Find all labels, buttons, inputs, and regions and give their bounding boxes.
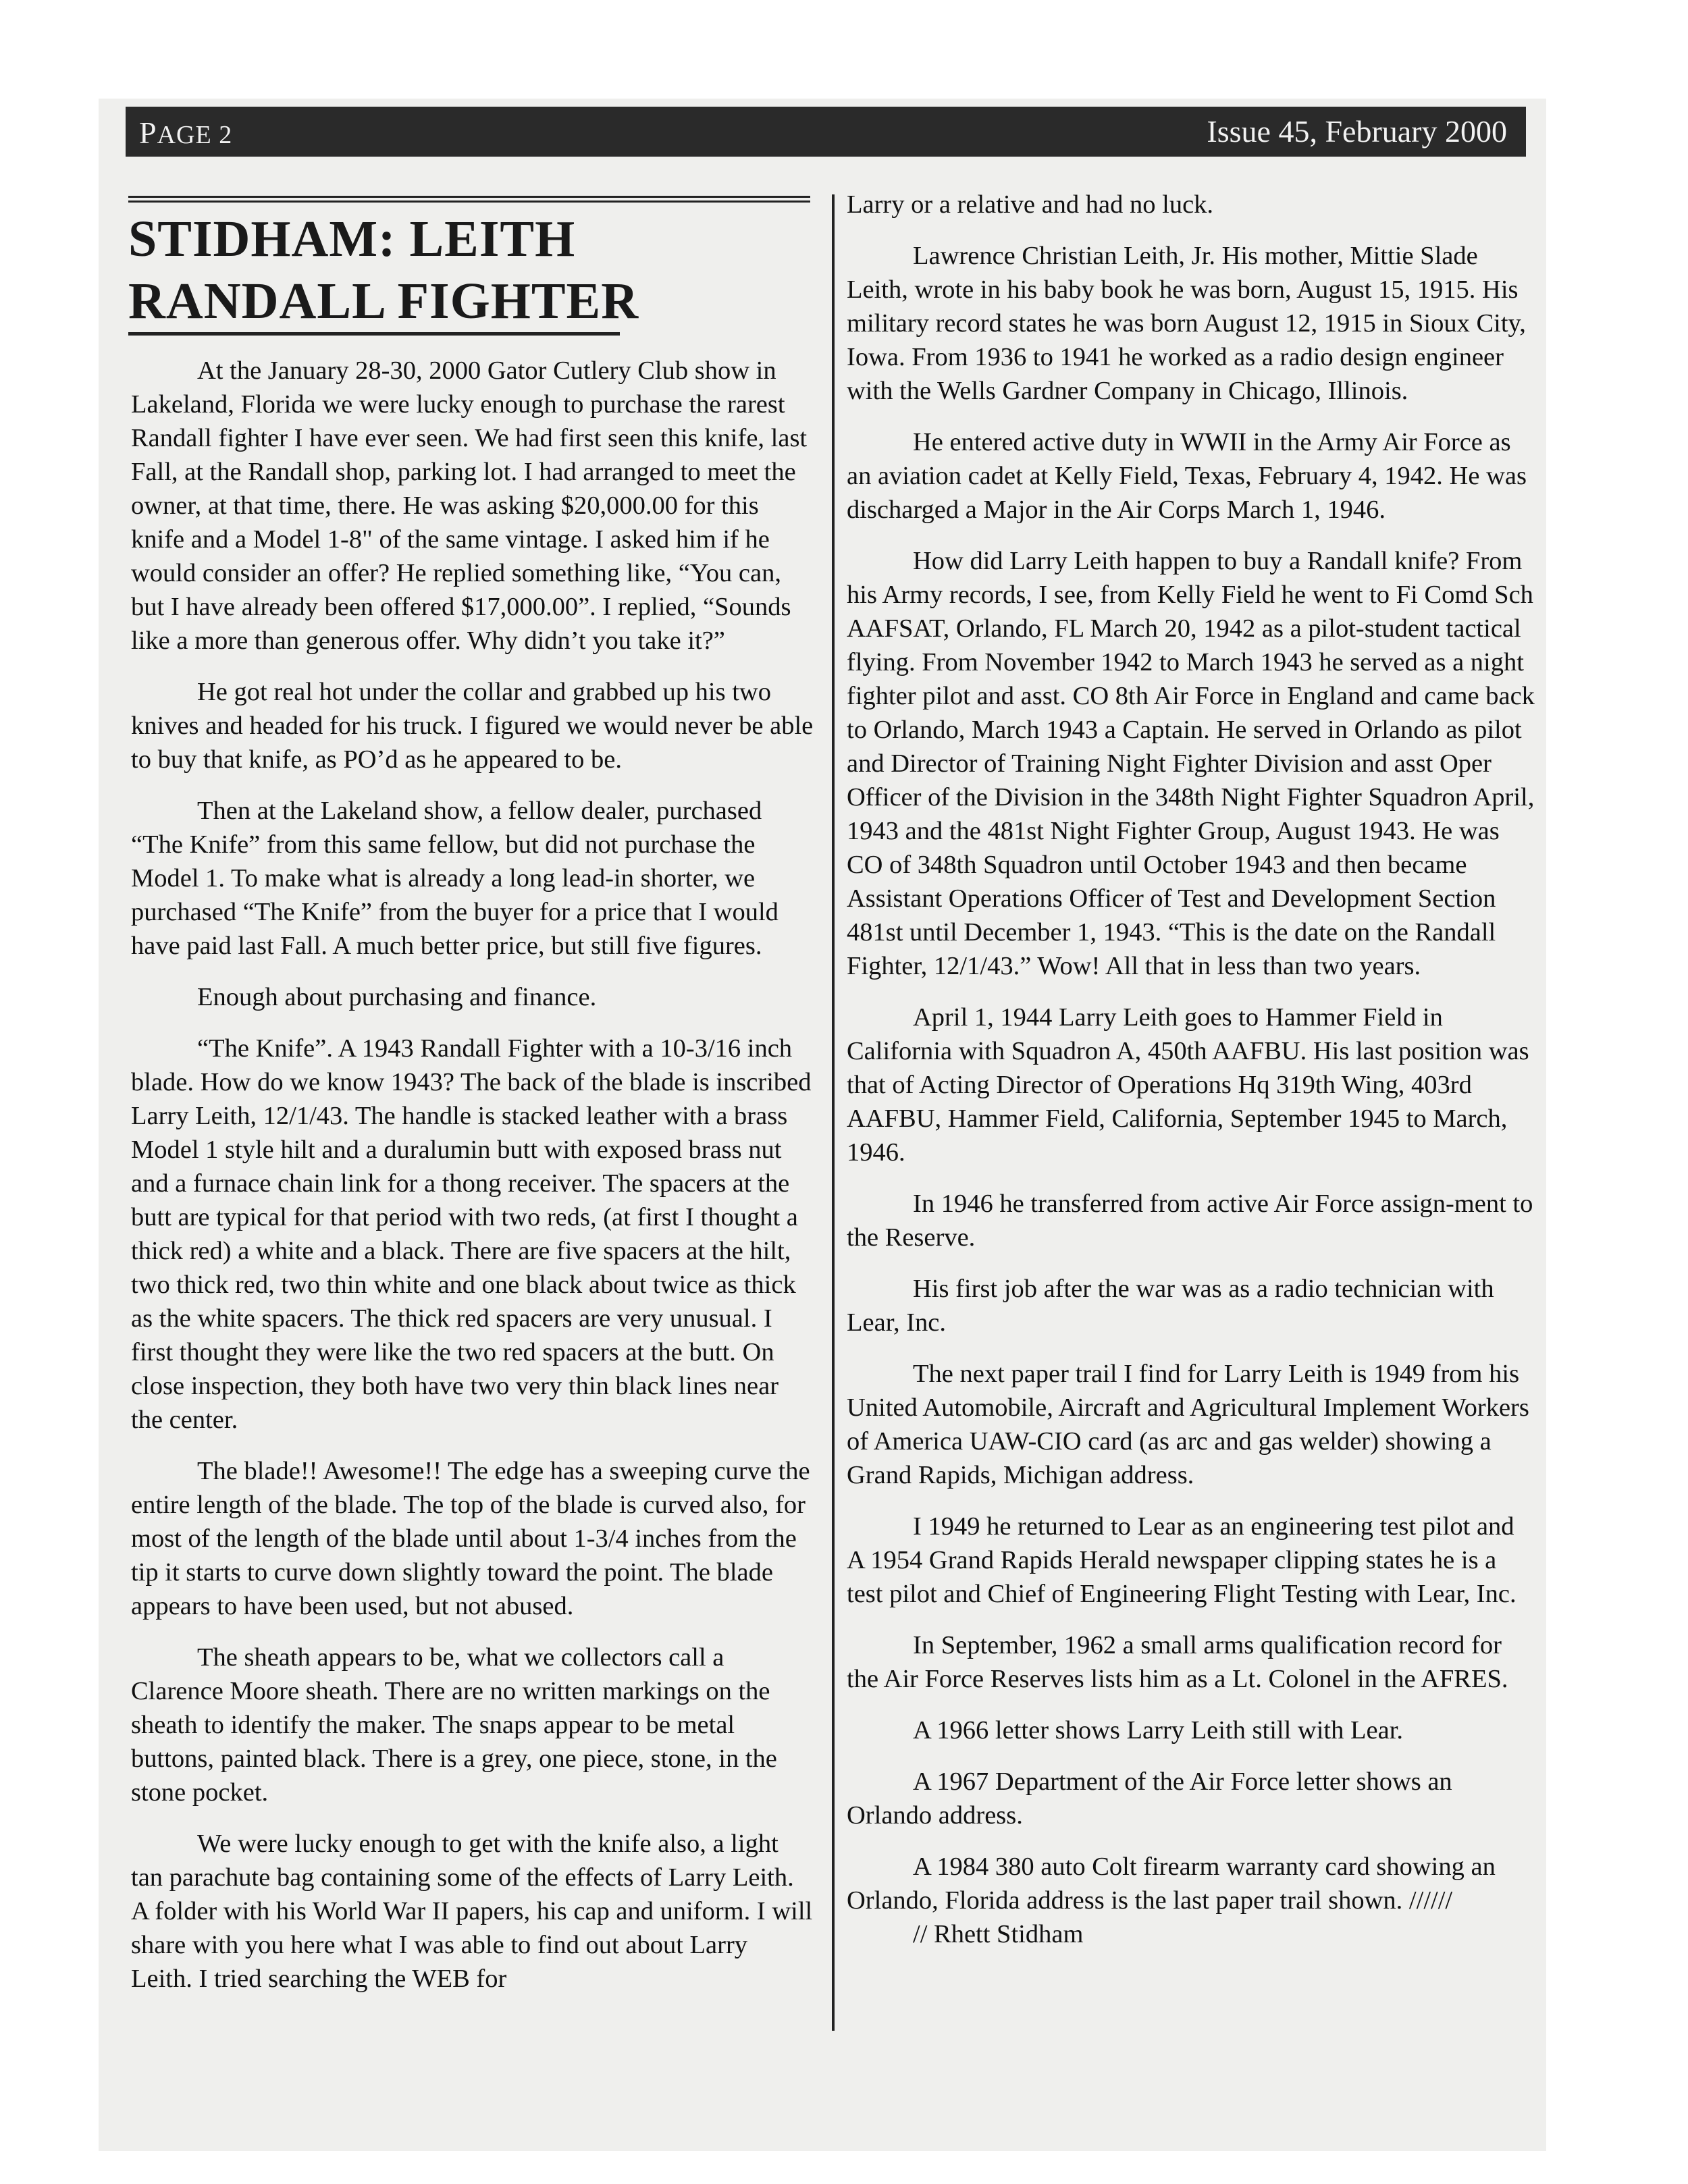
paragraph: The next paper trail I find for Larry Leith is 1949 from his United Automobile, Aircraft and Agricultural Implement Workers of America UAW-CIO card (as arc and gas welder) showing a Grand Rapids, Michigan address. <box>847 1360 1529 1489</box>
paragraph: April 1, 1944 Larry Leith goes to Hammer Field in California with Squadron A, 450th AAFBU. His last position was that of Acting Director of Operations Hq 319th Wing, 403rd AAFBU, Hammer Field, California, September 1945 to March, 1946. <box>847 1003 1529 1167</box>
paragraph: A 1966 letter shows Larry Leith still with Lear. <box>913 1716 1404 1744</box>
page-header-bar <box>126 107 1526 157</box>
left-column <box>131 354 814 2013</box>
paragraph: At the January 28-30, 2000 Gator Cutlery Club show in Lakeland, Florida we were lucky enough to purchase the rarest Randall fighter I have ever seen. We had first seen this knife, last Fall, at the Randall shop, parking lot. I had arranged to meet the owner, at that time, there. He was asking $20,000.00 for this knife and a Model 1-8" of the same vintage. I asked him if he would consider an offer? He replied something like, “You can, but I have already been offered $17,000.00”. I replied, “Sounds like a more than generous offer. Why didn’t you take it?” <box>131 356 808 655</box>
article-title: STIDHAM: LEITH RANDALL FIGHTER <box>128 211 639 329</box>
paragraph: Then at the Lakeland show, a fellow dealer, purchased “The Knife” from this same fellow, but did not purchase the Model 1. To make what is already a long lead-in shorter, we purchased “The Knife” from the buyer for a price that I would have paid last Fall. A much better price, but still five figures. <box>131 797 779 960</box>
paragraph: We were lucky enough to get with the knife also, a light tan parachute bag containing some of the effects of Larry Leith. A folder with his World War II papers, his cap and uniform. I will share with you here what I was able to find out about Larry Leith. I tried searching the WEB for <box>131 1830 813 1993</box>
issue-date: Issue 45, February 2000 <box>1207 114 1507 149</box>
paragraph: He got real hot under the collar and grabbed up his two knives and headed for his truck. I figured we would never be able to buy that knife, as PO’d as he appeared to be. <box>131 678 814 774</box>
paragraph-continuation: Larry or a relative and had no luck. <box>847 190 1214 219</box>
paragraph: “The Knife”. A 1943 Randall Fighter with a 10-3/16 inch blade. How do we know 1943? The back of the blade is inscribed Larry Leith, 12/1/43. The handle is stacked leather with a brass Model 1 style hilt and a duralumin butt with exposed brass nut and a furnace chain link for a thong receiver. The spacers at the butt are typical for that period with two reds, (at first I thought a thick red) a white and a black. There are five spacers at the hilt, two thick red, two thin white and one black about twice as thick as the white spacers. The thick red spacers are very unusual. I first thought they were like the two red spacers at the butt. On close inspection, they both have two very thin black lines near the center. <box>131 1034 812 1434</box>
paragraph: I 1949 he returned to Lear as an engineering test pilot and A 1954 Grand Rapids Herald newspaper clipping states he is a test pilot and Chief of Engineering Flight Testing with Lear, Inc. <box>847 1512 1516 1608</box>
paragraph: Lawrence Christian Leith, Jr. His mother, Mittie Slade Leith, wrote in his baby book he was born, August 15, 1915. His military record states he was born August 12, 1915 in Sioux City, Iowa. From 1936 to 1941 he worked as a radio design engineer with the Wells Gardner Company in Chicago, Illinois. <box>847 242 1526 405</box>
paragraph: He entered active duty in WWII in the Army Air Force as an aviation cadet at Kelly Field, Texas, February 4, 1942. He was discharged a Major in the Air Corps March 1, 1946. <box>847 428 1527 524</box>
paragraph <box>847 1850 1535 1951</box>
paragraph: Enough about purchasing and finance. <box>197 983 597 1011</box>
paragraph: His first job after the war was as a radio technician with Lear, Inc. <box>847 1275 1494 1337</box>
right-column <box>847 188 1535 1951</box>
paragraph-text: A 1984 380 auto Colt firearm warranty card showing an Orlando, Florida address is the last paper trail shown. ////// <box>847 1853 1496 1915</box>
paragraph: The sheath appears to be, what we collectors call a Clarence Moore sheath. There are no written markings on the sheath to identify the maker. The snaps appear to be metal buttons, painted black. There is a grey, one piece, stone, in the stone pocket. <box>131 1643 777 1807</box>
page-number: PAGE 2 <box>139 115 233 150</box>
paragraph: In 1946 he transferred from active Air Force assign-ment to the Reserve. <box>847 1190 1533 1252</box>
title-underline <box>128 332 620 336</box>
paragraph: In September, 1962 a small arms qualification record for the Air Force Reserves lists him as a Lt. Colonel in the AFRES. <box>847 1631 1508 1693</box>
paragraph: The blade!! Awesome!! The edge has a sweeping curve the entire length of the blade. The top of the blade is curved also, for most of the length of the blade until about 1-3/4 inches from the tip it starts to curve down slightly toward the point. The blade appears to have been used, but not abused. <box>131 1457 810 1620</box>
paragraph: A 1967 Department of the Air Force letter shows an Orlando address. <box>847 1767 1452 1830</box>
title-top-rule <box>128 196 810 203</box>
paragraph: How did Larry Leith happen to buy a Randall knife? From his Army records, I see, from Kelly Field he went to Fi Comd Sch AAFSAT, Orlando, FL March 20, 1942 as a pilot-student tactical flying. From November 1942 to March 1943 he served as a night fighter pilot and asst. CO 8th Air Force in England and came back to Orlando, March 1943 a Captain. He served in Orlando as pilot and Director of Training Night Fighter Division and asst Oper Officer of the Division in the 348th Night Fighter Squadron April, 1943 and the 481st Night Fighter Group, August 1943. He was CO of 348th Squadron until October 1943 and then became Assistant Operations Officer of Test and Development Section 481st until December 1, 1943. “This is the date on the Randall Fighter, 12/1/43.” Wow! All that in less than two years. <box>847 547 1535 980</box>
column-divider <box>832 194 835 2031</box>
author-signature: // Rhett Stidham <box>913 1920 1084 1948</box>
